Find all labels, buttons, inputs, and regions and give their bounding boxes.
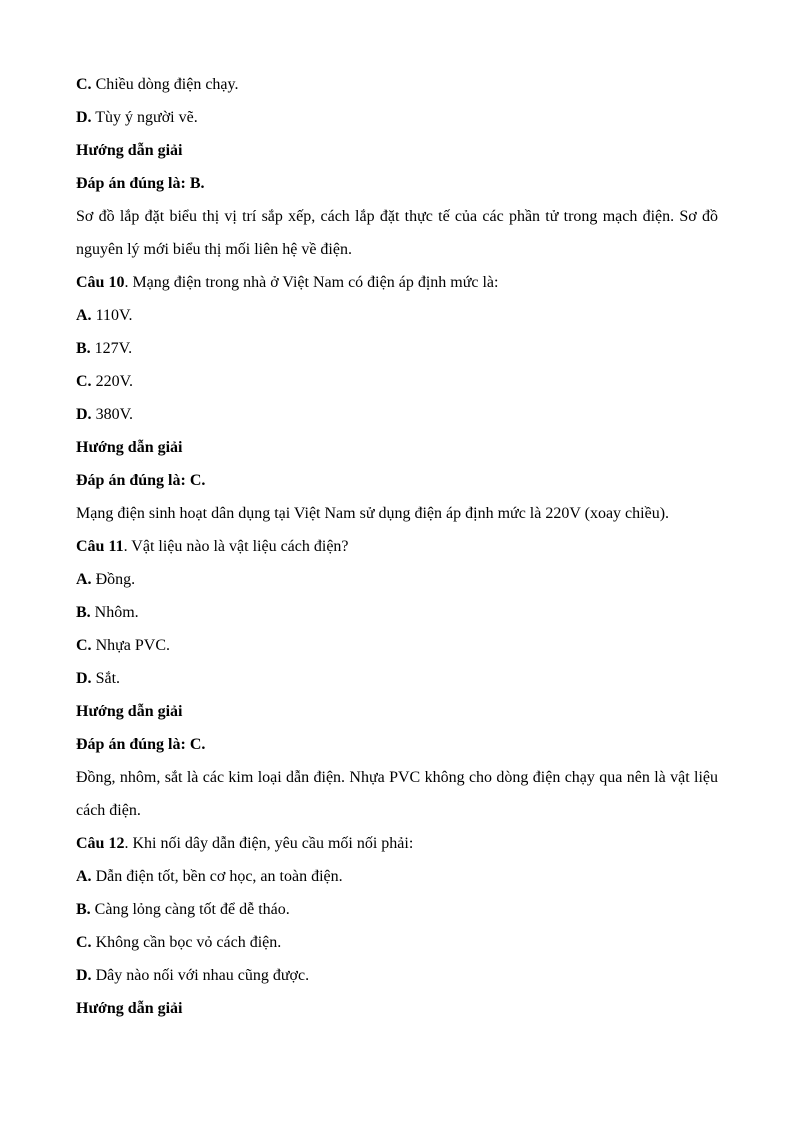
line-regular-text: . Vật liệu nào là vật liệu cách điện? — [123, 538, 349, 555]
document-line — [76, 827, 718, 860]
line-regular-text: 110V. — [91, 307, 133, 324]
line-regular-text: Dẫn điện tốt, bền cơ học, an toàn điện. — [91, 868, 343, 885]
document-line — [76, 464, 718, 497]
line-bold-text: B. — [76, 901, 91, 918]
line-bold-text: Hướng dẫn giải — [76, 439, 183, 456]
line-regular-text: 380V. — [91, 406, 134, 423]
line-regular-text: Nhôm. — [90, 604, 139, 621]
line-regular-text: Nhựa PVC. — [91, 637, 171, 654]
line-regular-text: Không cần bọc vỏ cách điện. — [91, 934, 282, 951]
line-bold-text: Câu 11 — [76, 538, 124, 555]
line-bold-text: A. — [76, 571, 92, 588]
line-bold-text: C. — [76, 373, 92, 390]
line-bold-text: Hướng dẫn giải — [76, 1000, 183, 1017]
document-line — [76, 134, 718, 167]
line-regular-text: 220V. — [91, 373, 134, 390]
line-regular-text: Càng lỏng càng tốt để dễ tháo. — [90, 901, 290, 918]
line-bold-text: C. — [76, 637, 92, 654]
document-line — [76, 926, 718, 959]
line-regular-text: Đồng, nhôm, sắt là các kim loại dẫn điện. Nhựa PVC không cho dòng điện chạy qua nên là vật liệu cách điện. — [76, 769, 718, 819]
document-line — [76, 893, 718, 926]
line-regular-text: Sắt. — [91, 670, 121, 687]
line-bold-text: Câu 12 — [76, 835, 125, 852]
line-regular-text: Chiều dòng điện chạy. — [91, 76, 239, 93]
line-bold-text: A. — [76, 307, 92, 324]
line-bold-text: Câu 10 — [76, 274, 125, 291]
document-line — [76, 530, 718, 563]
line-bold-text: C. — [76, 76, 92, 93]
document-line — [76, 728, 718, 761]
document-line — [76, 629, 718, 662]
document-line — [76, 398, 718, 431]
document-line — [76, 761, 718, 827]
line-bold-text: Hướng dẫn giải — [76, 142, 183, 159]
line-regular-text: Dây nào nối với nhau cũng được. — [91, 967, 310, 984]
line-bold-text: Hướng dẫn giải — [76, 703, 183, 720]
document-line — [76, 695, 718, 728]
line-bold-text: D. — [76, 109, 92, 126]
document-line — [76, 992, 718, 1025]
line-bold-text: Đáp án đúng là: C. — [76, 472, 206, 489]
document-line — [76, 332, 718, 365]
document-line — [76, 299, 718, 332]
line-bold-text: A. — [76, 868, 92, 885]
document-line — [76, 860, 718, 893]
document-line — [76, 959, 718, 992]
line-regular-text: . Khi nối dây dẫn điện, yêu cầu mối nối phải: — [124, 835, 414, 852]
line-regular-text: Sơ đồ lắp đặt biểu thị vị trí sắp xếp, cách lắp đặt thực tế của các phần tử trong mạch điện. Sơ đồ nguyên lý mới biểu thị mối liên hệ về điện. — [76, 208, 718, 258]
line-bold-text: Đáp án đúng là: B. — [76, 175, 205, 192]
line-bold-text: D. — [76, 967, 92, 984]
line-bold-text: D. — [76, 406, 92, 423]
line-regular-text: Mạng điện sinh hoạt dân dụng tại Việt Nam sử dụng điện áp định mức là 220V (xoay chiều). — [76, 505, 670, 522]
line-bold-text: B. — [76, 604, 91, 621]
line-regular-text: . Mạng điện trong nhà ở Việt Nam có điện áp định mức là: — [124, 274, 499, 291]
document-line — [76, 563, 718, 596]
document-line — [76, 266, 718, 299]
document-line — [76, 596, 718, 629]
line-bold-text: Đáp án đúng là: C. — [76, 736, 206, 753]
document-line — [76, 167, 718, 200]
document-line — [76, 101, 718, 134]
document-content — [76, 68, 718, 1025]
line-bold-text: C. — [76, 934, 92, 951]
line-regular-text: Đồng. — [91, 571, 136, 588]
document-line — [76, 68, 718, 101]
line-regular-text: 127V. — [90, 340, 133, 357]
document-line — [76, 662, 718, 695]
line-bold-text: B. — [76, 340, 91, 357]
document-line — [76, 200, 718, 266]
line-bold-text: D. — [76, 670, 92, 687]
document-line — [76, 497, 718, 530]
document-line — [76, 431, 718, 464]
line-regular-text: Tùy ý người vẽ. — [91, 109, 198, 126]
document-line — [76, 365, 718, 398]
